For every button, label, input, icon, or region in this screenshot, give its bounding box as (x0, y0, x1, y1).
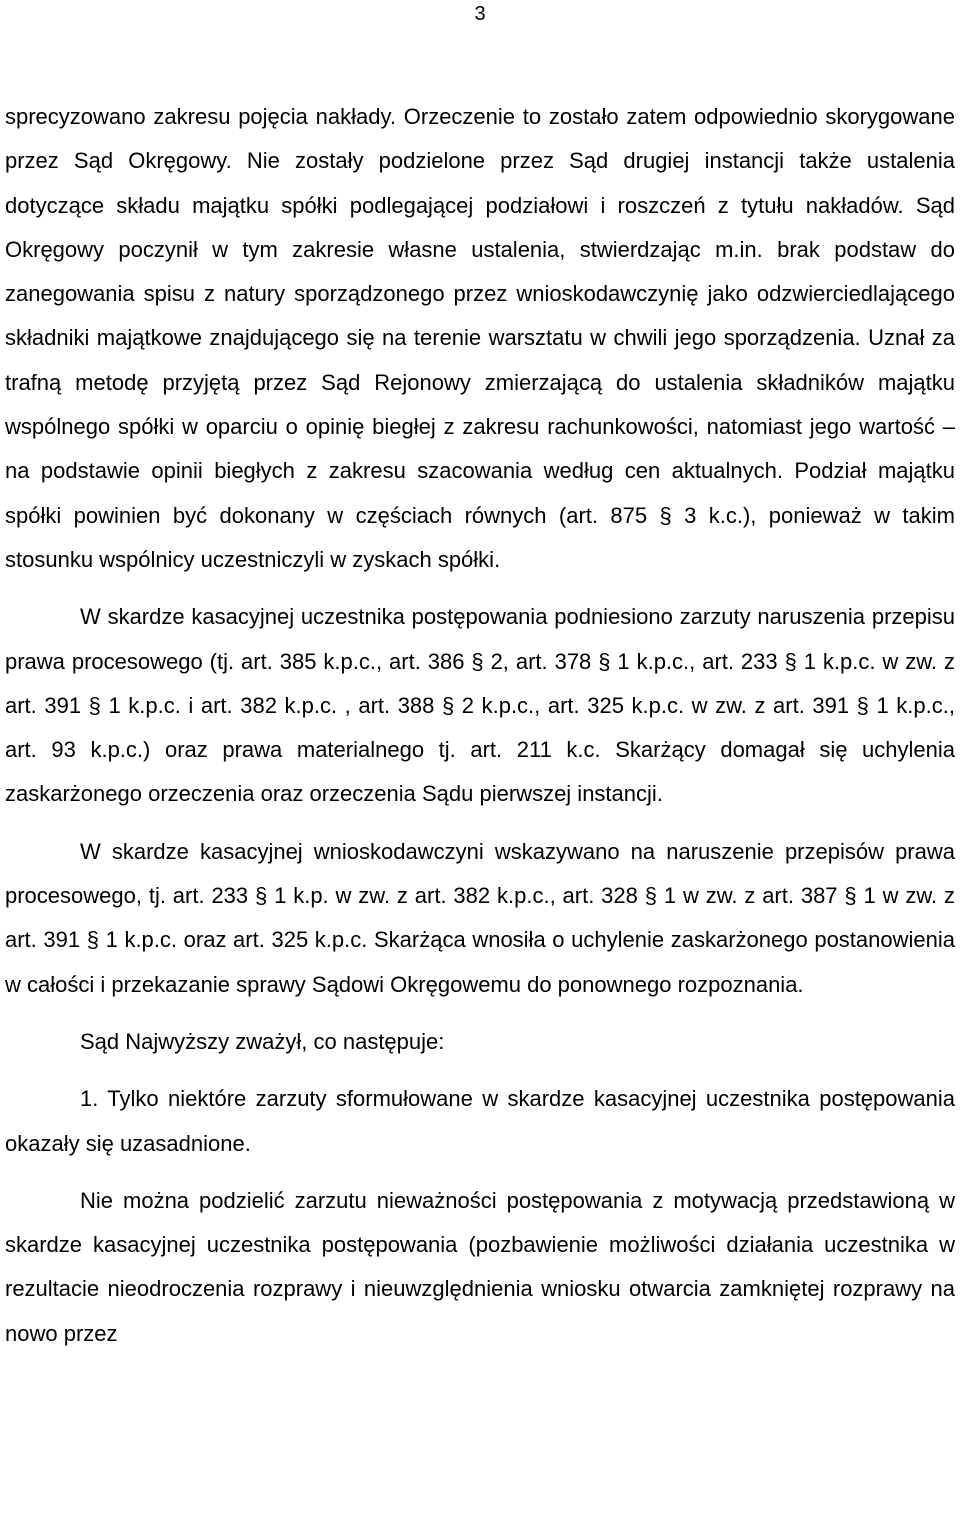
paragraph-participant-appeal: W skardze kasacyjnej uczestnika postępowania podniesiono zarzuty naruszenia przepisu prawa procesowego (tj. art. 385 k.p.c., art. 386 § 2, art. 378 § 1 k.p.c., art. 233 § 1 k.p.c. w zw. z art. 391 § 1 k.p.c. i art. 382 k.p.c. , art. 388 § 2 k.p.c., art. 325 k.p.c. w zw. z art. 391 § 1 k.p.c., art. 93 k.p.c.) oraz prawa materialnego tj. art. 211 k.c. Skarżący domagał się uchylenia zaskarżonego orzeczenia oraz orzeczenia Sądu pierwszej instancji. (5, 604, 955, 807)
paragraph-applicant-appeal: W skardze kasacyjnej wnioskodawczyni wskazywano na naruszenie przepisów prawa procesowego, tj. art. 233 § 1 k.p. w zw. z art. 382 k.p.c., art. 328 § 1 w zw. z art. 387 § 1 w zw. z art. 391 § 1 k.p.c. oraz art. 325 k.p.c. Skarżąca wnosiła o uchylenie zaskarżonego postanowienia w całości i przekazanie sprawy Sądowi Okręgowemu do ponownego rozpoznania. (5, 838, 955, 997)
paragraph-point-1: 1. Tylko niektóre zarzuty sformułowane w skardze kasacyjnej uczestnika postępowania okazały się uzasadnione. (5, 1086, 955, 1156)
page-number: 3 (474, 3, 486, 25)
document-body (5, 95, 955, 1356)
paragraph-reasoning: sprecyzowano zakresu pojęcia nakłady. Orzeczenie to zostało zatem odpowiednio skorygowane przez Sąd Okręgowy. Nie zostały podzielone przez Sąd drugiej instancji także ustalenia dotyczące składu majątku spółki podlegającej podziałowi i roszczeń z tytułu nakładów. Sąd Okręgowy poczynił w tym zakresie własne ustalenia, stwierdzając m.in. brak podstaw do zanegowania spisu z natury sporządzonego przez wnioskodawczynię jako odzwierciedlającego składniki majątkowe znajdującego się na terenie warsztatu w chwili jego sporządzenia. Uznał za trafną metodę przyjętą przez Sąd Rejonowy zmierzającą do ustalenia składników majątku wspólnego spółki w oparciu o opinię biegłej z zakresu rachunkowości, natomiast jego wartość – na podstawie opinii biegłych z zakresu szacowania według cen aktualnych. Podział majątku spółki powinien być dokonany w częściach równych (art. 875 § 3 k.c.), ponieważ w takim stosunku wspólnicy uczestniczyli w zyskach spółki. (5, 104, 955, 572)
paragraph-nullity-claim: Nie można podzielić zarzutu nieważności postępowania z motywacją przedstawioną w skardze kasacyjnej uczestnika postępowania (pozbawienie możliwości działania uczestnika w rezultacie nieodroczenia rozprawy i nieuwzględnienia wniosku otwarcia zamkniętej rozprawy na nowo przez (5, 1187, 955, 1346)
paragraph-supreme-court-heading: Sąd Najwyższy zważył, co następuje: (80, 1028, 445, 1054)
